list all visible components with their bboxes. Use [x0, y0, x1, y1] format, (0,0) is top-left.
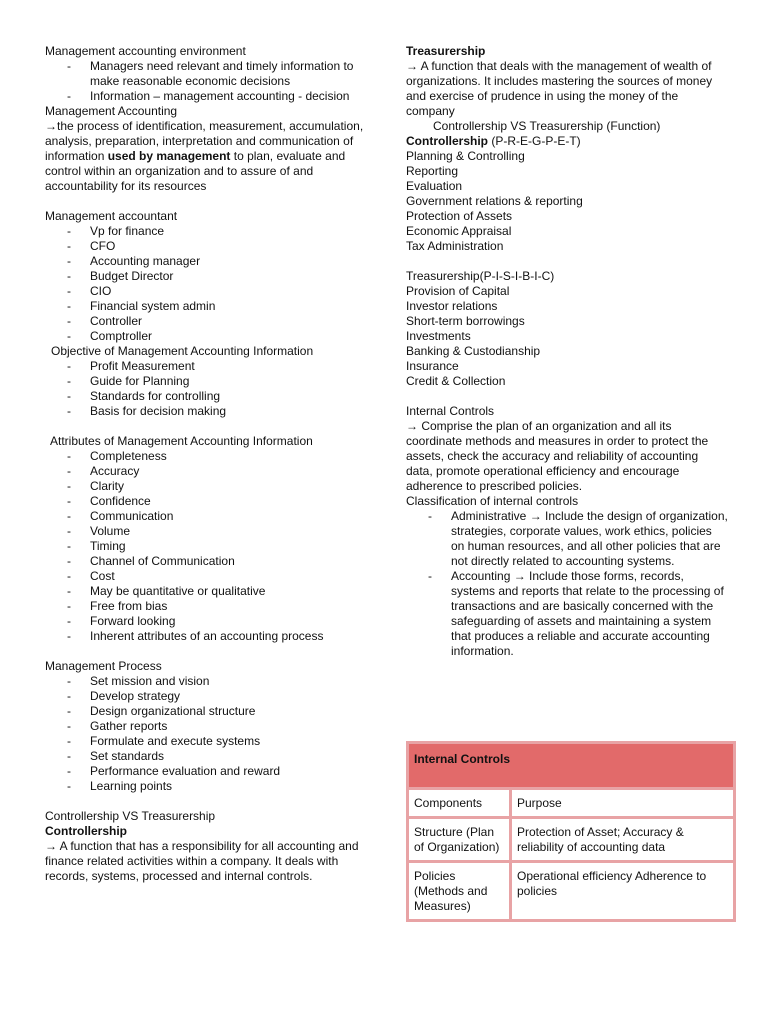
- list-item: - Accounting manager: [45, 254, 365, 269]
- attributes-title: Attributes of Management Accounting Information: [50, 434, 313, 448]
- list-item: Protection of Assets: [406, 209, 513, 223]
- list-item: - Information – management accounting - decision: [45, 89, 365, 104]
- list-item: - Profit Measurement: [45, 359, 365, 374]
- controllership-code: (P-R-E-G-P-E-T): [488, 134, 581, 148]
- controllership-label: Controllership: [406, 134, 489, 148]
- accountant-list: [45, 224, 365, 344]
- list-item: - Channel of Communication: [45, 554, 365, 569]
- list-item: - Free from bias: [45, 599, 365, 614]
- ic-title: Internal Controls: [406, 404, 495, 418]
- list-item: Tax Administration: [406, 239, 504, 253]
- controllership-heading: [406, 134, 728, 149]
- table-cell: Operational efficiency Adherence to policies: [512, 863, 733, 919]
- treasurership-title: Treasurership: [406, 44, 486, 58]
- column-header: Purpose: [512, 790, 733, 816]
- list-item: - Controller: [45, 314, 365, 329]
- ma-definition: [45, 119, 365, 194]
- list-item: - Volume: [45, 524, 365, 539]
- list-item: - Forward looking: [45, 614, 365, 629]
- process-list: [45, 674, 365, 794]
- list-item: - Confidence: [45, 494, 365, 509]
- internal-controls-table: [406, 741, 736, 922]
- env-title: Management accounting environment: [45, 44, 246, 58]
- objective-list: [45, 359, 365, 419]
- list-item: - Design organizational structure: [45, 704, 365, 719]
- function-title: Controllership VS Treasurership (Function): [433, 119, 661, 133]
- classification-title: Classification of internal controls: [406, 494, 579, 508]
- column-header: Components: [409, 790, 509, 816]
- list-item: - Set standards: [45, 749, 365, 764]
- accountant-title: Management accountant: [45, 209, 178, 223]
- list-item: Government relations & reporting: [406, 194, 583, 208]
- list-item: - Cost: [45, 569, 365, 584]
- ma-title: Management Accounting: [45, 104, 178, 118]
- list-item: - Develop strategy: [45, 689, 365, 704]
- list-item: - Inherent attributes of an accounting process: [45, 629, 365, 644]
- table-title: Internal Controls: [409, 744, 733, 787]
- classification-list: [406, 509, 728, 659]
- list-item: - Completeness: [45, 449, 365, 464]
- treasurership-definition: → A function that deals with the management of wealth of organizations. It includes mastering the sources of money and exercise of prudence in using the money of the company: [406, 59, 713, 118]
- list-item: - Formulate and execute systems: [45, 734, 365, 749]
- left-column: [45, 44, 365, 884]
- list-item: Short-term borrowings: [406, 314, 525, 328]
- list-item: Provision of Capital: [406, 284, 510, 298]
- process-title: Management Process: [45, 659, 162, 673]
- list-item: - Basis for decision making: [45, 404, 365, 419]
- list-item: Evaluation: [406, 179, 463, 193]
- ma-def-text-end: to plan, evaluate and control within an organization and to assure of and accountability for its resources: [45, 149, 346, 193]
- list-item: - CFO: [45, 239, 365, 254]
- ma-def-bold: used by management: [107, 149, 231, 163]
- table-header-row: [409, 790, 733, 816]
- cvt-title: Controllership VS Treasurership: [45, 809, 216, 823]
- list-item: - Performance evaluation and reward: [45, 764, 365, 779]
- table-row: [409, 819, 733, 860]
- list-item: - Vp for finance: [45, 224, 365, 239]
- attributes-list: [45, 449, 365, 644]
- list-item: Credit & Collection: [406, 374, 506, 388]
- list-item: Reporting: [406, 164, 459, 178]
- treasurership-code: Treasurership(P-I-S-I-B-I-C): [406, 269, 555, 283]
- list-item: - CIO: [45, 284, 365, 299]
- list-item: Insurance: [406, 359, 459, 373]
- list-item: - Timing: [45, 539, 365, 554]
- list-item: - Communication: [45, 509, 365, 524]
- list-item: - Standards for controlling: [45, 389, 365, 404]
- list-item: - Accuracy: [45, 464, 365, 479]
- list-item: - Administrative → Include the design of organization, strategies, corporate values, work ethics, policies on human resources, and all other policies that are not directly related to accounting systems.: [406, 509, 728, 569]
- list-item: Investments: [406, 329, 471, 343]
- table-row: [409, 863, 733, 919]
- ic-definition: → Comprise the plan of an organization and all its coordinate methods and measures in order to protect the assets, check the accuracy and reliability of accounting data, promote operational efficiency and encourage adherence to prescribed policies.: [406, 419, 709, 493]
- list-item: - Managers need relevant and timely information to make reasonable economic decisions: [45, 59, 365, 89]
- list-item: - Guide for Planning: [45, 374, 365, 389]
- list-item: - Learning points: [45, 779, 365, 794]
- table-cell: Protection of Asset; Accuracy & reliability of accounting data: [512, 819, 733, 860]
- right-column: [406, 44, 728, 659]
- ma-def-text: →the process of identification, measurement, accumulation, analysis, preparation, interpretation and communication of information: [45, 119, 364, 163]
- table-cell: Structure (Plan of Organization): [409, 819, 509, 860]
- list-item: - Gather reports: [45, 719, 365, 734]
- list-item: - May be quantitative or qualitative: [45, 584, 365, 599]
- list-item: Investor relations: [406, 299, 498, 313]
- list-item: - Clarity: [45, 479, 365, 494]
- list-item: - Budget Director: [45, 269, 365, 284]
- list-item: Banking & Custodianship: [406, 344, 541, 358]
- list-item: - Financial system admin: [45, 299, 365, 314]
- controllership-definition: → A function that has a responsibility for all accounting and finance related activities within a company. It deals with records, systems, processed and internal controls.: [45, 839, 359, 883]
- table-cell: Policies (Methods and Measures): [409, 863, 509, 919]
- list-item: Economic Appraisal: [406, 224, 512, 238]
- list-item: Planning & Controlling: [406, 149, 525, 163]
- env-list: [45, 59, 365, 104]
- objective-title: Objective of Management Accounting Information: [51, 344, 314, 358]
- list-item: - Comptroller: [45, 329, 365, 344]
- controllership-title: Controllership: [45, 824, 128, 838]
- list-item: - Accounting → Include those forms, records, systems and reports that relate to the processing of transactions and are basically concerned with the safeguarding of assets and maintaining a system that produces a reliable and accurate accounting information.: [406, 569, 728, 659]
- list-item: - Set mission and vision: [45, 674, 365, 689]
